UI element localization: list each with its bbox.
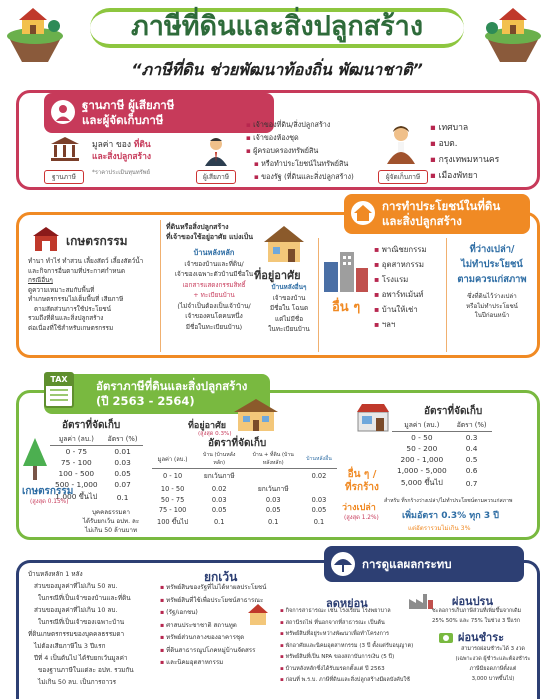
impact-left-line: ปีที่ 4 เป็นต้นไป ได้รับยกเว้นมูลค่า xyxy=(34,654,128,662)
res-rate-table xyxy=(152,450,337,528)
vacant-title xyxy=(450,242,534,287)
collector-item: ▪ เมืองพัทยา xyxy=(430,168,530,184)
temple-icon xyxy=(246,604,270,630)
vacant-note-line: หรือไม่ทำประโยชน์ xyxy=(466,302,518,310)
vacant-note-line: ซึ่งที่ดินไว้ว่างเปล่า xyxy=(467,293,517,300)
exempt-list xyxy=(160,582,290,670)
res-main-line: เอกสารแสดงกรรมสิทธิ์ xyxy=(182,280,246,289)
table-cell: 0.7 xyxy=(465,478,478,488)
exempt-item: ▪ ทรัพย์สินที่ใช้เพื่อประโยชน์สาธารณะ xyxy=(160,595,290,608)
table-cell: 0.03 xyxy=(265,496,281,504)
section-impact-header xyxy=(324,546,524,582)
table-cell: 1,000 - 5,000 xyxy=(397,466,447,475)
exempt-title: ยกเว้น xyxy=(204,570,238,584)
res-main-line: บ้านหลังหลัก xyxy=(193,248,235,257)
island-house-right xyxy=(482,6,544,64)
table-row xyxy=(152,482,337,495)
exempt-item: ▪ และนิคมอุตสาหกรรม xyxy=(160,657,290,670)
table-cell: 0 - 75 xyxy=(65,447,88,456)
table-cell: 0.03 xyxy=(311,496,327,504)
reduce-item: ▪ ก่อนที่ พ.ร.บ. ภาษีที่ดินและสิ่งปลูกสร้างมีผลบังคับใช้ xyxy=(280,675,450,687)
table-cell: 500 - 1,000 xyxy=(55,480,98,489)
tax-base-note: *ราคาประเมินทุนทรัพย์ xyxy=(92,170,151,176)
res-main-line: (ไม่จำเป็นต้องเป็นเจ้าบ้าน/ xyxy=(177,301,251,310)
vacant-title-line: ตามควรแก่สภาพ xyxy=(457,274,527,285)
res-other-line: เจ้าของบ้าน xyxy=(272,293,306,302)
impact-left-line: บ้านหลังหลัก 1 หลัง xyxy=(28,570,83,578)
header-line-2: และสิ่งปลูกสร้าง xyxy=(382,214,462,228)
other-item: ▪ อพาร์ทเม้นท์ xyxy=(374,287,454,302)
install-line: ภาษีมียอดภาษีตั้งแต่ xyxy=(469,666,517,672)
table-cell: 5,000 ขึ้นไป xyxy=(400,478,443,487)
table-row xyxy=(392,465,492,476)
res-rate-max: (สูงสุด 0.3%) xyxy=(198,431,232,437)
install-desc xyxy=(448,644,538,684)
tax-base-label: ฐานภาษี xyxy=(44,170,84,184)
vacant-note-line: ในปีก่อนหน้า xyxy=(474,312,510,319)
res-other-line: มีชื่อใน โฉนด xyxy=(269,304,309,312)
reduce-item: ▪ บ้านหลังหลักซึ่งได้รับมรดกตั้งแต่ ปี 2563 xyxy=(280,664,450,676)
table-cell: 0.02 xyxy=(211,484,227,493)
table-row xyxy=(392,432,492,444)
page-title: ภาษีที่ดินและสิ่งปลูกสร้าง xyxy=(90,8,464,48)
agri-line: รวมถึงที่ดินและสิ่งปลูกสร้าง xyxy=(28,314,104,322)
column-header: มูลค่า (ลบ.) xyxy=(392,418,452,432)
agri-line: ต่อเนื่องที่ใช้สำหรับเกษตรกรรม xyxy=(28,323,114,332)
collector-item: ▪ กรุงเทพมหานคร xyxy=(430,152,530,168)
section-tax-base-header xyxy=(44,93,274,133)
agri-desc xyxy=(28,257,160,333)
factory-icon xyxy=(408,592,434,614)
table-row xyxy=(50,468,143,479)
rate-increase-sub: แต่อัตรารวมไม่เกิน 3% xyxy=(408,525,471,532)
buildings-icon xyxy=(322,248,370,298)
other-rate-label-line: อื่น ๆ / xyxy=(347,469,377,480)
table-row xyxy=(50,457,143,468)
column-header: บ้าน (บ้านหลังหลัก) xyxy=(193,450,245,469)
table-cell: 0.07 xyxy=(114,480,131,489)
shop-icon xyxy=(356,402,390,436)
res-intro-line: ที่เจ้าของใช้อยู่อาศัย แบ่งเป็น xyxy=(166,233,254,241)
table-cell xyxy=(245,469,301,483)
other-rate-label xyxy=(342,468,382,494)
agri-line: ทำนา ทำไร่ ทำสวน เลี้ยงสัตว์ เลี้ยงสัตว์น้ำ xyxy=(28,257,144,265)
residence-icon xyxy=(262,224,306,268)
barn-icon xyxy=(32,226,60,256)
res-other-desc xyxy=(262,282,316,335)
column-header: บ้าน + ที่ดิน (บ้านหลังหลัก) xyxy=(245,450,301,469)
table-header-row xyxy=(392,418,492,432)
header-text: การดูแลผลกระทบ xyxy=(362,557,452,571)
vacant-rate-max: (สูงสุด 1.2%) xyxy=(344,515,379,521)
person-icon xyxy=(51,100,75,124)
phase-title: ผ่อนปรน xyxy=(452,595,493,608)
collector-label: ผู้จัดเก็บภาษี xyxy=(378,170,428,184)
impact-left-line: ไม่ต้องเสียภาษีใน 3 ปีแรก xyxy=(34,642,106,650)
table-cell: 0.1 xyxy=(313,517,325,526)
reduce-item: ▪ กิจการสาธารณะ เช่น โรงเรียน โรงพยาบาล xyxy=(280,606,450,618)
agri-exempt-line: บุคคลธรรมดา xyxy=(92,509,130,516)
impact-left-line: ที่ดินเกษตรกรรมของบุคคลธรรมดา xyxy=(28,630,125,638)
table-cell: 0.05 xyxy=(211,506,227,514)
install-title: ผ่อนชำระ xyxy=(458,631,505,644)
table-cell: 0.01 xyxy=(114,447,131,456)
taxpayer-item: ▪ หรือทำประโยชน์ในทรัพย์สิน xyxy=(254,157,406,170)
install-line: สามารถผ่อนชำระได้ 3 งวด xyxy=(461,646,525,652)
exempt-item: ▪ ทรัพย์ส่วนกลางของอาคารชุด xyxy=(160,632,290,645)
taxpayer-item: ▪ เจ้าของห้องชุด xyxy=(246,131,406,144)
taxpayer-item: ▪ ผู้ครอบครองทรัพย์สิน xyxy=(246,144,406,157)
table-cell: 0.6 xyxy=(465,466,478,475)
taxpayer-avatar xyxy=(202,136,230,170)
agri-line: ตามสัดส่วนการใช้ประโยชน์ xyxy=(34,304,112,313)
impact-left-line: ส่วนของมูลค่าที่ไม่เกิน 10 ลบ. xyxy=(34,606,118,614)
table-row xyxy=(152,469,337,483)
agri-rate-max: (สูงสุด 0.15%) xyxy=(30,499,69,505)
res-main-line: + ทะเบียนบ้าน xyxy=(193,291,235,299)
table-cell: 0.4 xyxy=(465,444,478,453)
table-cell: 0.03 xyxy=(211,496,227,504)
collector-item: ▪ อบต. xyxy=(430,136,530,152)
impact-left-line: ในกรณีที่เป็นเจ้าของบ้านและที่ดิน xyxy=(38,594,131,602)
divider xyxy=(160,220,161,352)
page-subtitle: “ภาษีที่ดิน ช่วยพัฒนาท้องถิ่น พัฒนาชาติ” xyxy=(131,60,423,79)
res-intro xyxy=(166,222,276,242)
table-cell: 0.02 xyxy=(311,471,327,480)
table-cell: 50 - 75 xyxy=(160,496,185,504)
reduce-item: ▪ ทรัพย์สินที่อยู่ระหว่างพัฒนาเพื่อทำโครงการ xyxy=(280,629,450,641)
vacant-title-line: ไม่ทำประโยชน์ xyxy=(461,259,523,270)
reduce-item: ▪ ทรัพย์สินที่เป็น NPA ของสถาบันการเงิน (5 ปี) xyxy=(280,652,450,664)
table-cell: 0.3 xyxy=(465,433,478,442)
divider xyxy=(318,238,319,352)
tax-document-label: TAX xyxy=(46,374,72,386)
res-main-line: เจ้าของคนโดคนหนึ่ง xyxy=(185,312,243,320)
vacant-title-line: ที่ว่างเปล่า/ xyxy=(469,244,515,255)
header-line-2: และผู้จัดเก็บภาษี xyxy=(82,113,164,127)
table-cell: 75 - 100 xyxy=(158,506,187,514)
table-cell: 0.5 xyxy=(465,455,478,464)
table-cell: ยกเว้นภาษี xyxy=(203,472,235,480)
section-land-use-header xyxy=(344,194,530,234)
header-line-1: ฐานภาษี ผู้เสียภาษี xyxy=(82,98,175,112)
install-line: 3,000 บาทขึ้นไป) xyxy=(471,676,515,682)
bank-icon xyxy=(50,136,80,166)
impact-left-line: ไม่เกิน 50 ลบ. เป็นการถาวร xyxy=(38,678,117,686)
exempt-item: ▪ (รัฐ/เอกชน) xyxy=(160,607,290,620)
agri-line: ดูความเหมาะสมกับพื้นที่ xyxy=(28,285,95,294)
res-intro-line: ที่ดินหรือสิ่งปลูกสร้าง xyxy=(166,223,229,231)
install-line: (เฉพาะงวด ผู้ชำระและต้องชำระ xyxy=(455,656,531,662)
table-cell: 0 - 50 xyxy=(411,433,433,442)
other-rate-title: อัตราที่จัดเก็บ xyxy=(424,406,483,417)
agri-line: กรณีอื่นๆ xyxy=(28,276,53,284)
res-title: ที่อยู่อาศัย xyxy=(254,269,301,282)
table-cell: 10 - 50 xyxy=(160,484,185,493)
tax-base-text-c: และสิ่งปลูกสร้าง xyxy=(92,152,152,162)
table-cell: 0.1 xyxy=(213,517,225,526)
divider xyxy=(446,238,447,352)
other-item: ▪ โรงแรม xyxy=(374,272,454,287)
island-house-left xyxy=(4,6,66,64)
table-header-row xyxy=(152,450,337,469)
vacant-rate-label: ว่างเปล่า xyxy=(342,503,376,513)
table-cell: 0 - 10 xyxy=(163,471,183,480)
table-cell: ยกเว้นภาษี xyxy=(257,485,289,493)
other-rate-table xyxy=(392,418,492,490)
taxpayer-item: ▪ ของรัฐ (ที่ดินและสิ่งปลูกสร้าง) xyxy=(254,170,406,183)
trees-icon xyxy=(22,438,48,486)
phase-line: ชะลอการเก็บภาษีส่วนที่เพิ่มขึ้นจากเดิม xyxy=(432,608,522,614)
umbrella-icon xyxy=(331,552,355,576)
reduce-title: ลดหย่อน xyxy=(326,597,368,610)
table-cell: 0.05 xyxy=(265,506,281,514)
table-cell: 0.05 xyxy=(311,506,327,514)
phase-line: 25% 50% และ 75% ในช่วง 3 ปีแรก xyxy=(432,618,521,624)
column-header: อัตรา (%) xyxy=(452,418,492,432)
agri-exempt-line: ไม่เกิน 50 ล้านบาท xyxy=(84,527,138,534)
impact-left-line: ส่วนของมูลค่าที่ไม่เกิน 50 ลบ. xyxy=(34,582,118,590)
header-line-2: (ปี 2563 - 2564) xyxy=(96,394,195,408)
agri-exempt xyxy=(66,508,156,535)
table-cell: 100 ขึ้นไป xyxy=(157,518,189,526)
agri-exempt-line: ได้รับยกเว้น อปท. ละ xyxy=(82,518,140,525)
table-cell xyxy=(301,482,337,495)
res-other-line: บ้านหลังอื่นๆ xyxy=(271,283,307,291)
table-cell: 0.1 xyxy=(267,517,279,526)
phase-desc xyxy=(432,606,536,626)
reduce-list xyxy=(280,606,450,687)
reduce-item: ▪ พักอาศัยและนิคมอุตสาหกรรม (3 ปี ตั้งแต่รับอนุญาต) xyxy=(280,641,450,653)
impact-left-line: ของฐานภาษีในแต่ละ อปท. รวมกัน xyxy=(38,666,134,674)
taxpayer-item: ▪ เจ้าของที่ดิน/สิ่งปลูกสร้าง xyxy=(246,118,406,131)
tax-base-text xyxy=(92,139,192,163)
vacant-note xyxy=(450,292,534,321)
exempt-item: ▪ ทรัพย์สินของรัฐที่ไม่ได้หาผลประโยชน์ xyxy=(160,582,290,595)
res-other-line: แต่ไม่มีชื่อ xyxy=(274,314,304,323)
table-cell: 1,000 ขึ้นไป xyxy=(55,492,98,501)
table-row xyxy=(392,454,492,465)
table-row xyxy=(392,476,492,490)
other-item: ▪ ฯลฯ xyxy=(374,317,454,332)
other-item: ▪ พาณิชยกรรม xyxy=(374,242,454,257)
reduce-item: ▪ สถานีรถไฟ ที่นอกจากที่สาธารณะ เป็นต้น xyxy=(280,618,450,630)
other-item: ▪ บ้านให้เช่า xyxy=(374,302,454,317)
agri-rate-title: อัตราที่จัดเก็บ xyxy=(62,420,121,431)
taxpayer-label: ผู้เสียภาษี xyxy=(196,170,236,184)
table-cell: 200 - 1,000 xyxy=(400,455,444,464)
table-cell: 0.05 xyxy=(114,469,131,478)
vacant-rate-note: สำหรับ ที่รกร้างว่างเปล่า/ไม่ทำประโยชน์ตามควรแก่สภาพ xyxy=(384,498,513,504)
tax-base-text-a: มูลค่า ของ xyxy=(92,140,132,150)
table-row xyxy=(392,443,492,454)
table-cell: 75 - 100 xyxy=(60,458,92,467)
res-rate-label: ที่อยู่อาศัย xyxy=(188,421,227,431)
res-main-line: เจ้าของเฉพาะตัวบ้านมีชื่อใน xyxy=(174,270,254,278)
house-rate-icon xyxy=(232,398,280,436)
tax-document-icon xyxy=(44,372,74,408)
agri-line: ทำเกษตรกรรมไม่เต็มพื้นที่ เสียภาษี xyxy=(28,295,124,303)
res-main-desc xyxy=(164,248,264,332)
column-header: มูลค่า (ลบ.) xyxy=(50,432,103,446)
column-header: บ้านหลังอื่น xyxy=(301,450,337,469)
table-row xyxy=(152,505,337,515)
table-header-row xyxy=(50,432,143,446)
house-icon xyxy=(351,201,375,225)
collector-item: ▪ เทศบาล xyxy=(430,120,530,136)
table-row xyxy=(152,515,337,528)
res-other-line: ในทะเบียนบ้าน xyxy=(268,325,310,333)
agri-title: เกษตรกรรม xyxy=(66,234,128,248)
res-main-line: เจ้าของบ้านและที่ดิน/ xyxy=(184,259,244,268)
other-item: ▪ อุตสาหกรรม xyxy=(374,257,454,272)
res-rate-title: อัตราที่จัดเก็บ xyxy=(208,438,267,449)
header-line-1: อัตราภาษีที่ดินและสิ่งปลูกสร้าง xyxy=(96,379,248,393)
table-cell: 0.1 xyxy=(116,492,129,502)
impact-left-list xyxy=(28,568,158,688)
column-header: อัตรา (%) xyxy=(103,432,143,446)
collector-list xyxy=(430,120,530,184)
exempt-item: ▪ ที่ดินสาธารณูปโภคหมู่บ้านจัดสรร xyxy=(160,645,290,658)
other-title: อื่น ๆ xyxy=(332,300,361,315)
exempt-item: ▪ ศาสนประชาชาติ สถานทูต xyxy=(160,620,290,633)
table-row xyxy=(152,495,337,505)
column-header: มูลค่า (ลบ.) xyxy=(152,450,193,469)
agri-line: และกิจการอื่นตามที่ประกาศกำหนด xyxy=(28,266,125,275)
other-list xyxy=(374,242,454,332)
impact-left-line: ในกรณีที่เป็นเจ้าของเฉพาะบ้าน xyxy=(38,618,125,626)
table-row xyxy=(50,446,143,458)
collector-avatar xyxy=(384,124,418,168)
table-cell: 50 - 200 xyxy=(406,444,438,453)
table-cell: 100 - 500 xyxy=(58,469,95,478)
table-cell: 0.03 xyxy=(114,458,131,467)
header-line-1: การทำประโยชน์ในที่ดิน xyxy=(382,199,501,213)
rate-increase: เพิ่มอัตรา 0.3% ทุก 3 ปี xyxy=(402,511,499,521)
res-main-line: มีชื่อในทะเบียนบ้าน) xyxy=(185,322,243,331)
other-rate-label-line: ที่รกร้าง xyxy=(345,482,379,493)
agri-rate-label: เกษตรกรรม xyxy=(22,486,74,497)
tax-base-text-b: ที่ดิน xyxy=(133,140,151,150)
